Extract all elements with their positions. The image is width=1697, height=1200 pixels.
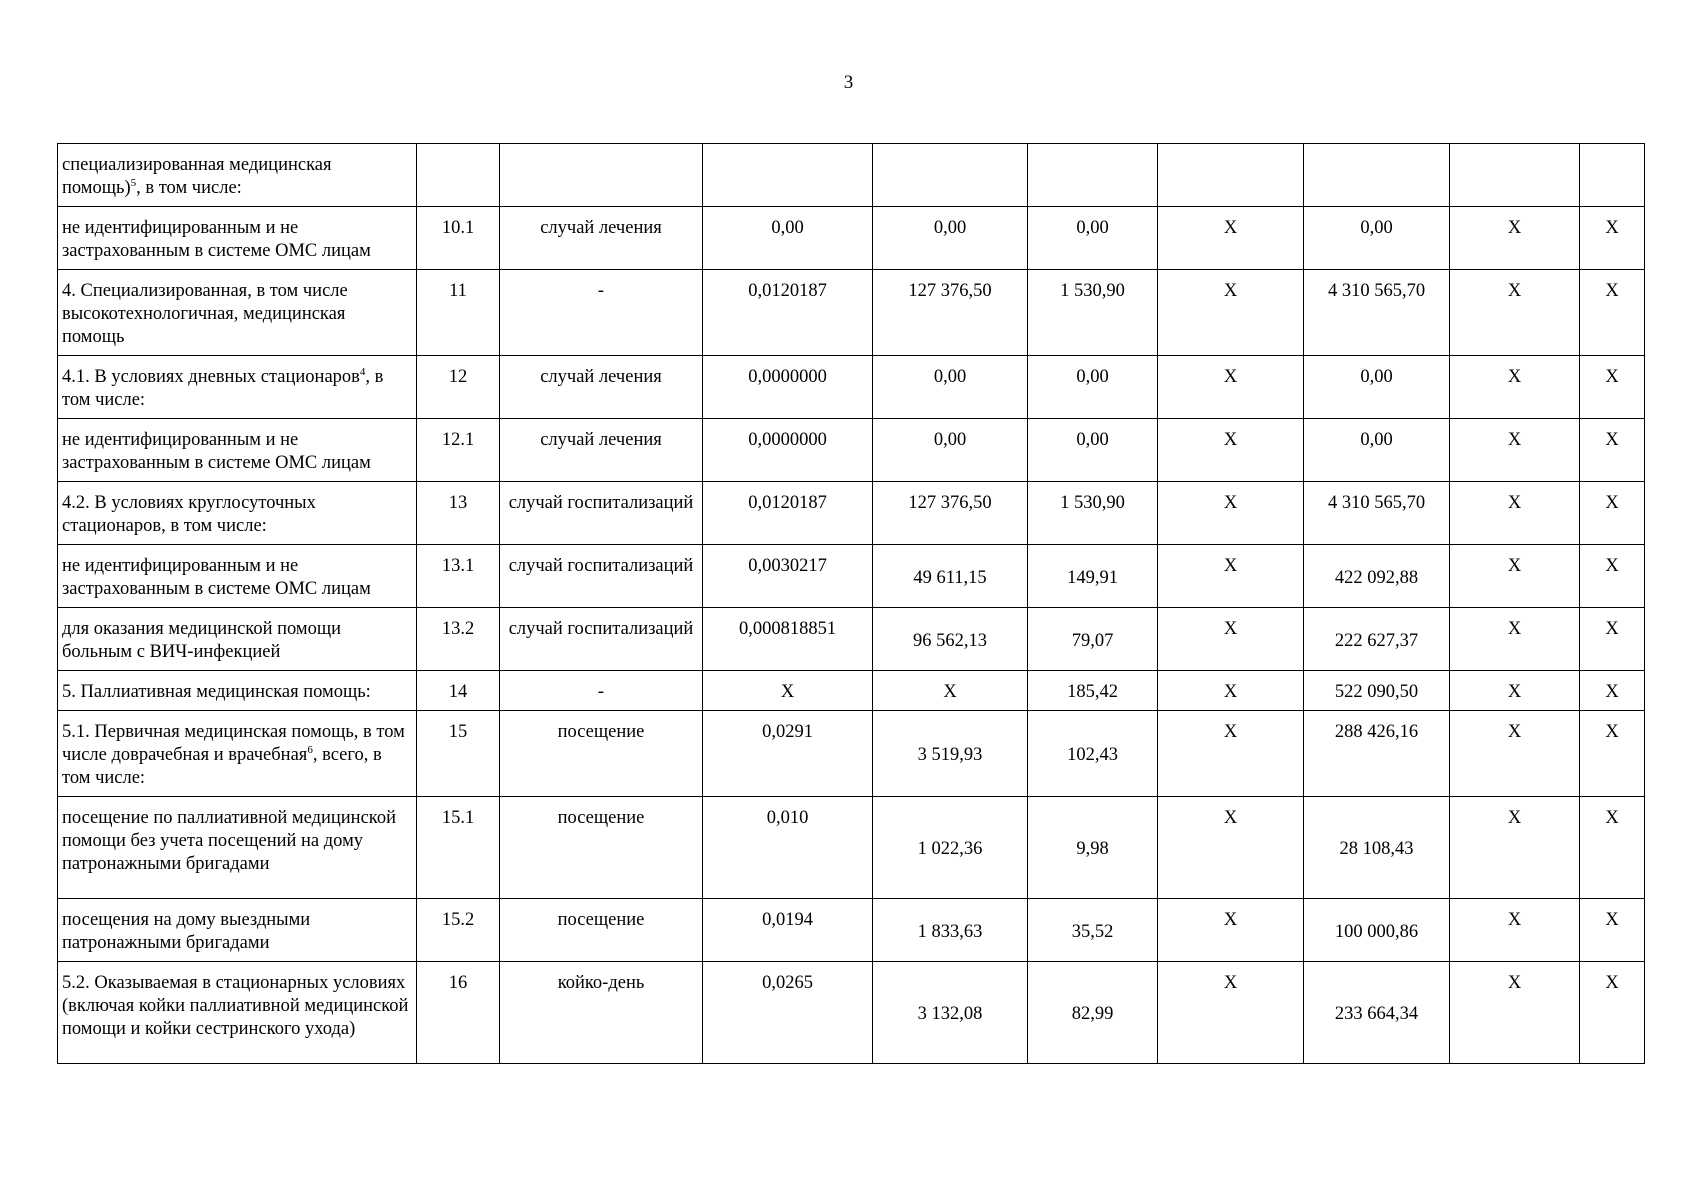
cell-c9: Х: [1450, 711, 1580, 797]
cell-c5: 0,00: [873, 356, 1028, 419]
cell-c9: Х: [1450, 207, 1580, 270]
table-row: [58, 144, 1645, 207]
row-name: посещения на дому выездными патронажными бригадами: [62, 910, 311, 953]
cell-c4: 0,0194: [703, 899, 873, 962]
table-row: [58, 608, 1645, 671]
cell-c5: 0,00: [873, 207, 1028, 270]
footnote-ref: 4: [359, 365, 366, 378]
cell-c8: 100 000,86: [1304, 899, 1450, 962]
cell-c6: 185,42: [1028, 671, 1158, 711]
cell-c5: 49 611,15: [873, 545, 1028, 608]
cell-c5: 96 562,13: [873, 608, 1028, 671]
cell-c6: 102,43: [1028, 711, 1158, 797]
cell-c6: 79,07: [1028, 608, 1158, 671]
row-name: 4.2. В условиях круглосуточных стационаров, в том числе:: [62, 493, 316, 536]
cell-num: 16: [417, 962, 500, 1064]
cell-c9: Х: [1450, 608, 1580, 671]
cell-c4: 0,0120187: [703, 270, 873, 356]
cell-c5: 3 519,93: [873, 711, 1028, 797]
cell-c8: 233 664,34: [1304, 962, 1450, 1064]
cell-c10: Х: [1580, 711, 1645, 797]
table-row: [58, 962, 1645, 1064]
cell-c7: Х: [1158, 207, 1304, 270]
cell-c5: 1 022,36: [873, 797, 1028, 899]
cell-c4: 0,0120187: [703, 482, 873, 545]
row-name: не идентифицированным и не застрахованным в системе ОМС лицам: [62, 218, 371, 261]
row-name: не идентифицированным и не застрахованным в системе ОМС лицам: [62, 556, 371, 599]
cell-num: 13.2: [417, 608, 500, 671]
table-row: [58, 482, 1645, 545]
cell-c5: 1 833,63: [873, 899, 1028, 962]
cell-c7: Х: [1158, 356, 1304, 419]
row-name: не идентифицированным и не застрахованным в системе ОМС лицам: [62, 430, 371, 473]
cell-c5: 127 376,50: [873, 482, 1028, 545]
cell-c8: 222 627,37: [1304, 608, 1450, 671]
cell-unit: посещение: [500, 797, 703, 899]
row-name-cell: [58, 899, 417, 962]
row-name-cell: [58, 419, 417, 482]
cell-c9: Х: [1450, 545, 1580, 608]
cell-c10: Х: [1580, 608, 1645, 671]
cell-c5: [873, 144, 1028, 207]
cell-c6: [1028, 144, 1158, 207]
cell-c4: 0,0000000: [703, 356, 873, 419]
cell-c4: Х: [703, 671, 873, 711]
cell-num: 12.1: [417, 419, 500, 482]
cell-c6: 1 530,90: [1028, 270, 1158, 356]
cell-c6: 82,99: [1028, 962, 1158, 1064]
cell-c10: Х: [1580, 482, 1645, 545]
row-name-cell: [58, 671, 417, 711]
cell-c7: Х: [1158, 899, 1304, 962]
cell-c6: 0,00: [1028, 207, 1158, 270]
cell-c10: Х: [1580, 356, 1645, 419]
row-name-cell: [58, 545, 417, 608]
table-row: [58, 899, 1645, 962]
cell-num: 13.1: [417, 545, 500, 608]
row-name: специализированная медицинская помощь): [62, 155, 332, 198]
cell-c6: 35,52: [1028, 899, 1158, 962]
cell-unit: -: [500, 270, 703, 356]
table-row: [58, 356, 1645, 419]
cell-c7: Х: [1158, 419, 1304, 482]
cell-c6: 9,98: [1028, 797, 1158, 899]
cell-c9: Х: [1450, 899, 1580, 962]
cell-c8: 288 426,16: [1304, 711, 1450, 797]
cell-c8: 0,00: [1304, 419, 1450, 482]
cell-c8: 0,00: [1304, 207, 1450, 270]
cell-c7: Х: [1158, 797, 1304, 899]
row-name-cell: [58, 797, 417, 899]
cell-c7: Х: [1158, 608, 1304, 671]
cell-unit: случай лечения: [500, 207, 703, 270]
cell-c4: [703, 144, 873, 207]
cell-c7: Х: [1158, 270, 1304, 356]
row-name-cell: [58, 270, 417, 356]
row-name-cell: [58, 144, 417, 207]
row-name-cell: [58, 482, 417, 545]
cell-unit: случай госпитализаций: [500, 608, 703, 671]
cell-c10: Х: [1580, 419, 1645, 482]
cell-c8: 0,00: [1304, 356, 1450, 419]
cell-c4: 0,0291: [703, 711, 873, 797]
cell-c9: Х: [1450, 962, 1580, 1064]
cell-c4: 0,010: [703, 797, 873, 899]
row-name: 5. Паллиативная медицинская помощь:: [62, 682, 371, 702]
cell-c5: 0,00: [873, 419, 1028, 482]
cell-num: 15.1: [417, 797, 500, 899]
row-name-suffix: , в том числе:: [136, 178, 242, 198]
cell-unit: случай лечения: [500, 356, 703, 419]
cell-c9: Х: [1450, 356, 1580, 419]
cell-unit: случай госпитализаций: [500, 482, 703, 545]
row-name-suffix: , всего, в том числе:: [62, 745, 382, 788]
cell-c10: Х: [1580, 270, 1645, 356]
cell-c8: 4 310 565,70: [1304, 482, 1450, 545]
cell-c9: Х: [1450, 671, 1580, 711]
cell-unit: [500, 144, 703, 207]
cell-c4: 0,0000000: [703, 419, 873, 482]
cell-num: 12: [417, 356, 500, 419]
table-row: [58, 797, 1645, 899]
row-name-cell: [58, 608, 417, 671]
cell-c9: Х: [1450, 797, 1580, 899]
row-name-cell: [58, 207, 417, 270]
cell-c10: Х: [1580, 962, 1645, 1064]
cell-c9: Х: [1450, 419, 1580, 482]
cell-c8: 522 090,50: [1304, 671, 1450, 711]
table-row: [58, 711, 1645, 797]
cell-c6: 149,91: [1028, 545, 1158, 608]
table-row: [58, 545, 1645, 608]
row-name-cell: [58, 711, 417, 797]
cell-num: 14: [417, 671, 500, 711]
cell-c7: Х: [1158, 711, 1304, 797]
cell-c9: Х: [1450, 482, 1580, 545]
cell-unit: посещение: [500, 899, 703, 962]
cell-c6: 0,00: [1028, 419, 1158, 482]
cell-c8: 422 092,88: [1304, 545, 1450, 608]
cell-c10: Х: [1580, 671, 1645, 711]
cell-c10: Х: [1580, 207, 1645, 270]
cell-c5: Х: [873, 671, 1028, 711]
cell-c5: 127 376,50: [873, 270, 1028, 356]
footnote-ref: 5: [130, 176, 137, 189]
cell-c6: 1 530,90: [1028, 482, 1158, 545]
row-name-suffix: , в том числе:: [62, 367, 384, 410]
cell-c9: Х: [1450, 270, 1580, 356]
cell-num: 15: [417, 711, 500, 797]
cell-c7: Х: [1158, 545, 1304, 608]
row-name-cell: [58, 356, 417, 419]
cell-c9: [1450, 144, 1580, 207]
page-number: 3: [843, 72, 854, 93]
cell-c8: [1304, 144, 1450, 207]
row-name: посещение по паллиативной медицинской помощи без учета посещений на дому патронажными бригадами: [62, 808, 396, 874]
cell-c5: 3 132,08: [873, 962, 1028, 1064]
table-row: [58, 207, 1645, 270]
footnote-ref: 6: [307, 743, 313, 756]
row-name: 4. Специализированная, в том числе высокотехнологичная, медицинская помощь: [62, 281, 348, 347]
cell-c8: 28 108,43: [1304, 797, 1450, 899]
cell-unit: посещение: [500, 711, 703, 797]
cell-c10: Х: [1580, 545, 1645, 608]
cell-c7: Х: [1158, 962, 1304, 1064]
cell-unit: случай госпитализаций: [500, 545, 703, 608]
row-name: для оказания медицинской помощи больным с ВИЧ-инфекцией: [62, 619, 342, 662]
cell-c4: 0,0030217: [703, 545, 873, 608]
cell-c4: 0,00: [703, 207, 873, 270]
cell-num: [417, 144, 500, 207]
cell-num: 10.1: [417, 207, 500, 270]
cell-c7: [1158, 144, 1304, 207]
cell-c4: 0,000818851: [703, 608, 873, 671]
cell-c7: Х: [1158, 482, 1304, 545]
cell-c7: Х: [1158, 671, 1304, 711]
table-row: [58, 671, 1645, 711]
row-name-cell: [58, 962, 417, 1064]
cell-c6: 0,00: [1028, 356, 1158, 419]
cell-num: 13: [417, 482, 500, 545]
cell-unit: койко-день: [500, 962, 703, 1064]
cell-unit: случай лечения: [500, 419, 703, 482]
row-name: 5.2. Оказываемая в стационарных условиях (включая койки паллиативной медицинской помощи и койки сестринского ухода): [62, 973, 409, 1039]
row-name: 4.1. В условиях дневных стационаров: [62, 367, 360, 387]
cell-c10: Х: [1580, 797, 1645, 899]
table-row: [58, 419, 1645, 482]
cell-c8: 4 310 565,70: [1304, 270, 1450, 356]
table-row: [58, 270, 1645, 356]
cell-c10: Х: [1580, 899, 1645, 962]
cell-num: 11: [417, 270, 500, 356]
cell-c4: 0,0265: [703, 962, 873, 1064]
cell-unit: -: [500, 671, 703, 711]
data-table: [57, 143, 1645, 1064]
cell-num: 15.2: [417, 899, 500, 962]
row-name: 5.1. Первичная медицинская помощь, в том числе доврачебная и врачебная: [62, 722, 405, 765]
cell-c10: [1580, 144, 1645, 207]
